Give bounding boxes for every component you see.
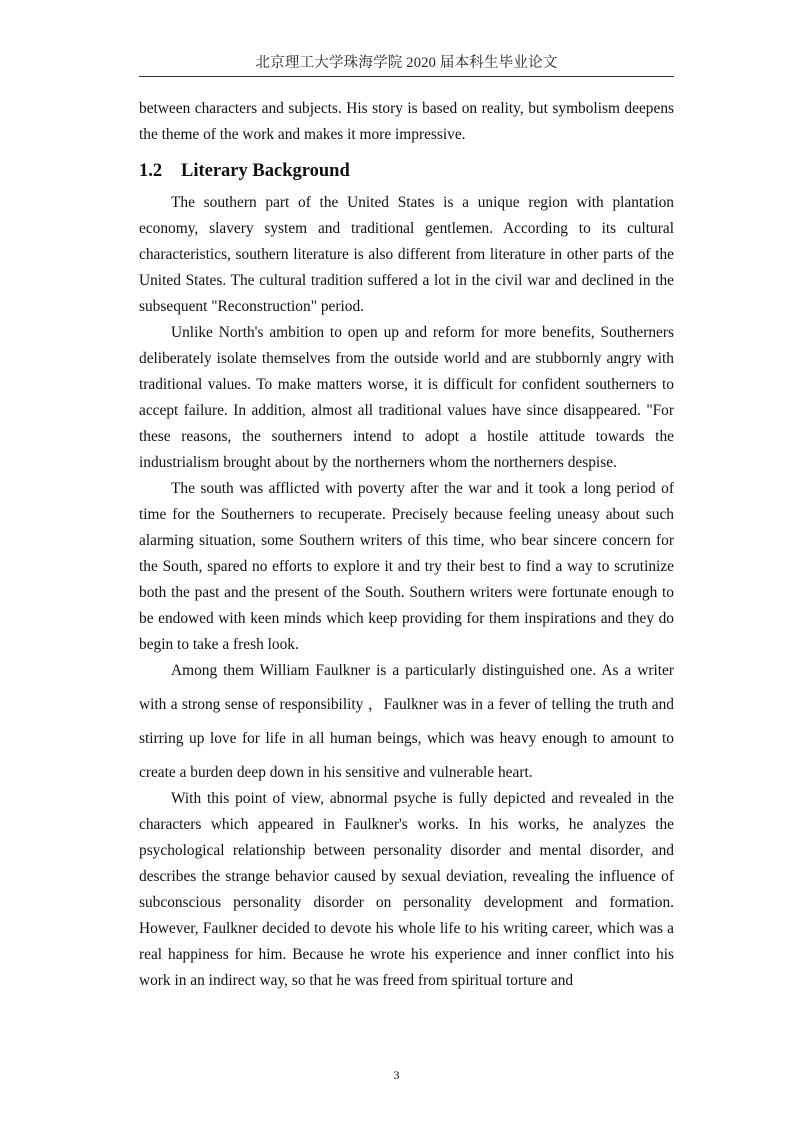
paragraph-postwar-poverty: The south was afflicted with poverty after the war and it took a long period of time for the Southerners to recuperate. Precisely because feeling uneasy about such alarming situation, some Southern writers of this time, who bear sincere concern for the South, spared no efforts to explore it and try their best to find a way to scrutinize both the past and the present of the South. Southern writers were fortunate enough to be endowed with keen minds which keep providing for them inspirations and they do begin to take a fresh look.: [139, 480, 674, 653]
paragraph-abnormal-psyche: With this point of view, abnormal psyche is fully depicted and revealed in the characters which appeared in Faulkner's works. In his works, he analyzes the psychological relationship between personality disorder and mental disorder, and describes the strange behavior caused by sexual deviation, revealing the influence of subconscious personality disorder on personality development and formation. However, Faulkner decided to devote his whole life to his writing career, which was a real happiness for him. Because he wrote his experience and inner conflict into his work in an indirect way, so that he was freed from spiritual torture and: [139, 790, 674, 989]
page-body: [139, 96, 674, 994]
continuation-paragraph: between characters and subjects. His story is based on reality, but symbolism deepens the theme of the work and makes it more impressive.: [139, 100, 674, 143]
paragraph-southern-region: The southern part of the United States is a unique region with plantation economy, slavery system and traditional gentlemen. According to its cultural characteristics, southern literature is also different from literature in other parts of the United States. The cultural tradition suffered a lot in the civil war and declined in the subsequent "Reconstruction" period.: [139, 194, 674, 315]
paragraph-faulkner-responsibility: Among them William Faulkner is a particularly distinguished one. As a writer with a strong sense of responsibility ，Faulkner was in a fever of telling the truth and stirring up love for life in all human beings, which was heavy enough to amount to create a burden deep down in his sensitive and vulnerable heart.: [139, 662, 674, 781]
page-header: 北京理工大学珠海学院 2020 届本科生毕业论文: [255, 55, 558, 71]
section-title: Literary Background: [181, 161, 350, 181]
section-heading: [139, 157, 674, 185]
header-divider: [139, 76, 674, 77]
section-number: 1.2: [139, 161, 163, 181]
page-number: 3: [393, 1068, 400, 1082]
paragraph-southerners-isolation: Unlike North's ambition to open up and reform for more benefits, Southerners deliberately isolate themselves from the outside world and are stubbornly angry with traditional values. To make matters worse, it is difficult for confident southerners to accept failure. In addition, almost all traditional values have since disappeared. "For these reasons, the southerners intend to adopt a hostile attitude towards the industrialism brought about by the northerners whom the northerners despise.: [139, 324, 674, 471]
